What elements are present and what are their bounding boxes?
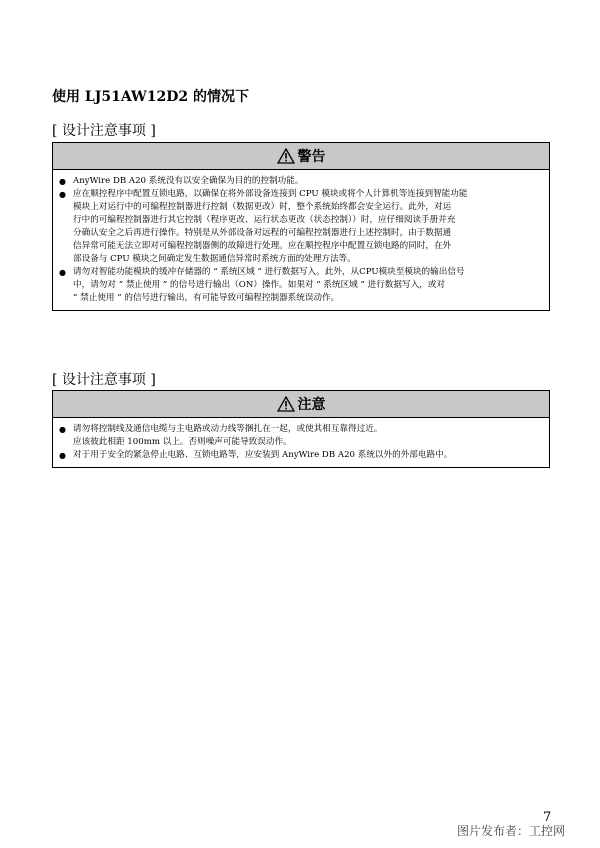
- list-item: [59, 266, 543, 305]
- item-text-line: 对于用于安全的紧急停止电路、互锁电路等，应安装到 AnyWire DB A20 系统以外的外部电路中。: [73, 450, 453, 460]
- item-text-line: 行中的可编程控制器进行其它控制（程序更改、运行状态更改（状态控制））时，应仔细阅读手册并充: [73, 215, 456, 225]
- item-text-line: 部设备与 CPU 模块之间确定发生数据通信异常时系统方面的处理方法等。: [73, 254, 356, 264]
- item-text-line: 信异常可能无法立即对可编程控制器侧的故障进行处理。应在顺控程序中配置互锁电路的同时，在外: [73, 241, 452, 251]
- item-text-line: 模块上对运行中的可编程控制器进行控制（数据更改）时，整个系统始终都会安全运行。此外，对运: [73, 202, 452, 212]
- caution-triangle-icon: [277, 396, 295, 412]
- list-item: [59, 188, 543, 266]
- bullet-icon: ●: [59, 425, 66, 434]
- item-text-line: 中，请勿对 “ 禁止使用 ” 的信号进行输出（ON）操作。如果对 “ 系统区域 ” 进行数据写入，或对: [73, 280, 445, 290]
- bullet-icon: ●: [59, 177, 66, 186]
- caution-section-title: [ 设计注意事项 ]: [52, 372, 156, 388]
- item-text-line: “ 禁止使用 ” 的信号进行输出，有可能导致可编程控制器系统误动作。: [73, 293, 340, 303]
- caution-box: [52, 390, 550, 468]
- bullet-icon: ●: [59, 268, 66, 277]
- item-text-line: AnyWire DB A20 系统没有以安全确保为目的的控制功能。: [73, 176, 304, 186]
- page-number: 7: [543, 810, 552, 825]
- item-text-line: 请勿对智能功能模块的缓冲存储器的 “ 系统区域 ” 进行数据写入。此外，从CPU模块至模块的输出信号: [73, 267, 465, 277]
- item-text-line: 应在顺控程序中配置互锁电路，以确保在将外部设备连接到 CPU 模块或将个人计算机等连接到智能功能: [73, 189, 468, 199]
- watermark: 图片发布者：工控网: [457, 824, 566, 838]
- list-item: [59, 423, 543, 449]
- item-text-line: 分确认安全之后再进行操作。特别是从外部设备对远程的可编程控制器进行上述控制时，由于数据通: [73, 228, 452, 238]
- warning-box-header: [53, 143, 549, 170]
- warning-box-body: [53, 170, 549, 310]
- warning-triangle-icon: [277, 148, 295, 164]
- item-text-line: 请勿将控制线及通信电缆与主电路或动力线等捆扎在一起，或使其相互靠得过近。: [73, 424, 383, 434]
- bullet-icon: ●: [59, 451, 66, 460]
- caution-box-title: 注意: [297, 397, 326, 413]
- warning-box: [52, 142, 550, 311]
- list-item: [59, 449, 543, 462]
- warning-section-title: [ 设计注意事项 ]: [52, 123, 156, 139]
- list-item: [59, 175, 543, 188]
- bullet-icon: ●: [59, 190, 66, 199]
- page-heading: 使用 LJ51AW12D2 的情况下: [52, 89, 249, 105]
- item-text-line: 应该彼此相距 100mm 以上。否则噪声可能导致误动作。: [73, 437, 292, 447]
- caution-box-body: [53, 418, 549, 467]
- caution-box-header: [53, 391, 549, 418]
- warning-box-title: 警告: [297, 149, 326, 165]
